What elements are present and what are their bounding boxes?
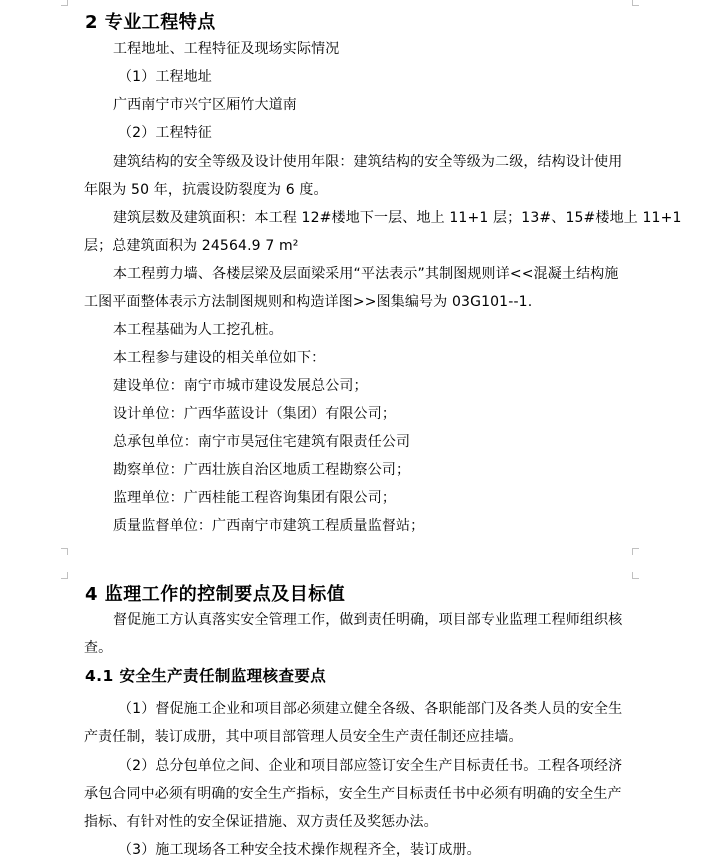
section-2-intro: 工程地址、工程特征及现场实际情况 xyxy=(113,41,340,57)
paragraph-line: 层；总建筑面积为 24564.9 7 m² xyxy=(84,238,299,254)
unit-item: 建设单位：南宁市城市建设发展总公司； xyxy=(113,378,368,394)
section-4-heading: 4 监理工作的控制要点及目标值 xyxy=(85,584,346,605)
paragraph-line: 建筑结构的安全等级及设计使用年限：建筑结构的安全等级为二级，结构设计使用 xyxy=(113,154,623,170)
unit-item: 质量监督单位：广西南宁市建筑工程质量监督站； xyxy=(113,518,425,534)
page-corner-mark xyxy=(632,548,639,555)
paragraph-line: 查。 xyxy=(84,640,113,656)
paragraph-line: （2）总分包单位之间、企业和项目部应签订安全生产目标责任书。工程各项经济 xyxy=(118,758,623,774)
address-text: 广西南宁市兴宁区厢竹大道南 xyxy=(113,97,297,113)
unit-item: 勘察单位：广西壮族自治区地质工程勘察公司； xyxy=(113,462,411,478)
paragraph-line: 承包合同中必须有明确的安全生产指标，安全生产目标责任书中必须有明确的安全生产 xyxy=(84,786,622,802)
unit-item: 总承包单位：南宁市昊冠住宅建筑有限责任公司 xyxy=(113,434,411,450)
paragraph-line: 年限为 50 年，抗震设防裂度为 6 度。 xyxy=(84,182,328,198)
paragraph-line: 督促施工方认真落实安全管理工作，做到责任明确，项目部专业监理工程师组织核 xyxy=(113,612,623,628)
paragraph-line: 建筑层数及建筑面积：本工程 12#楼地下一层、地上 11+1 层；13#、15#楼地上 11+1 xyxy=(113,210,682,226)
paragraph-line: 本工程剪力墙、各楼层梁及层面梁采用“平法表示”其制图规则详<<混凝土结构施 xyxy=(113,266,619,282)
paragraph-line: （3）施工现场各工种安全技术操作规程齐全，装订成册。 xyxy=(118,842,481,858)
document-page-2 xyxy=(0,568,714,861)
page-corner-mark xyxy=(632,0,639,6)
page-corner-mark xyxy=(61,572,68,579)
page-corner-mark xyxy=(61,0,68,6)
paragraph-line: 指标、有针对性的安全保证措施、双方责任及奖惩办法。 xyxy=(84,814,438,830)
section-2-heading: 2 专业工程特点 xyxy=(85,12,216,33)
page-corner-mark xyxy=(61,548,68,555)
paragraph-line: 产责任制，装订成册，其中项目部管理人员安全生产责任制还应挂墙。 xyxy=(84,729,523,745)
page-gap xyxy=(0,555,714,568)
unit-item: 监理单位：广西桂能工程咨询集团有限公司； xyxy=(113,490,396,506)
paragraph-line: （1）督促施工企业和项目部必须建立健全各级、各职能部门及各类人员的安全生 xyxy=(118,701,623,717)
page-corner-mark xyxy=(632,572,639,579)
paragraph-line: 本工程参与建设的相关单位如下： xyxy=(113,350,326,366)
paragraph-line: 本工程基础为人工挖孔桩。 xyxy=(113,322,283,338)
feature-label: （2）工程特征 xyxy=(118,125,212,141)
section-4-1-heading: 4.1 安全生产责任制监理核查要点 xyxy=(85,667,327,685)
address-label: （1）工程地址 xyxy=(118,69,212,85)
paragraph-line: 工图平面整体表示方法制图规则和构造详图>>图集编号为 03G101--1. xyxy=(84,294,533,310)
unit-item: 设计单位：广西华蓝设计（集团）有限公司； xyxy=(113,406,396,422)
